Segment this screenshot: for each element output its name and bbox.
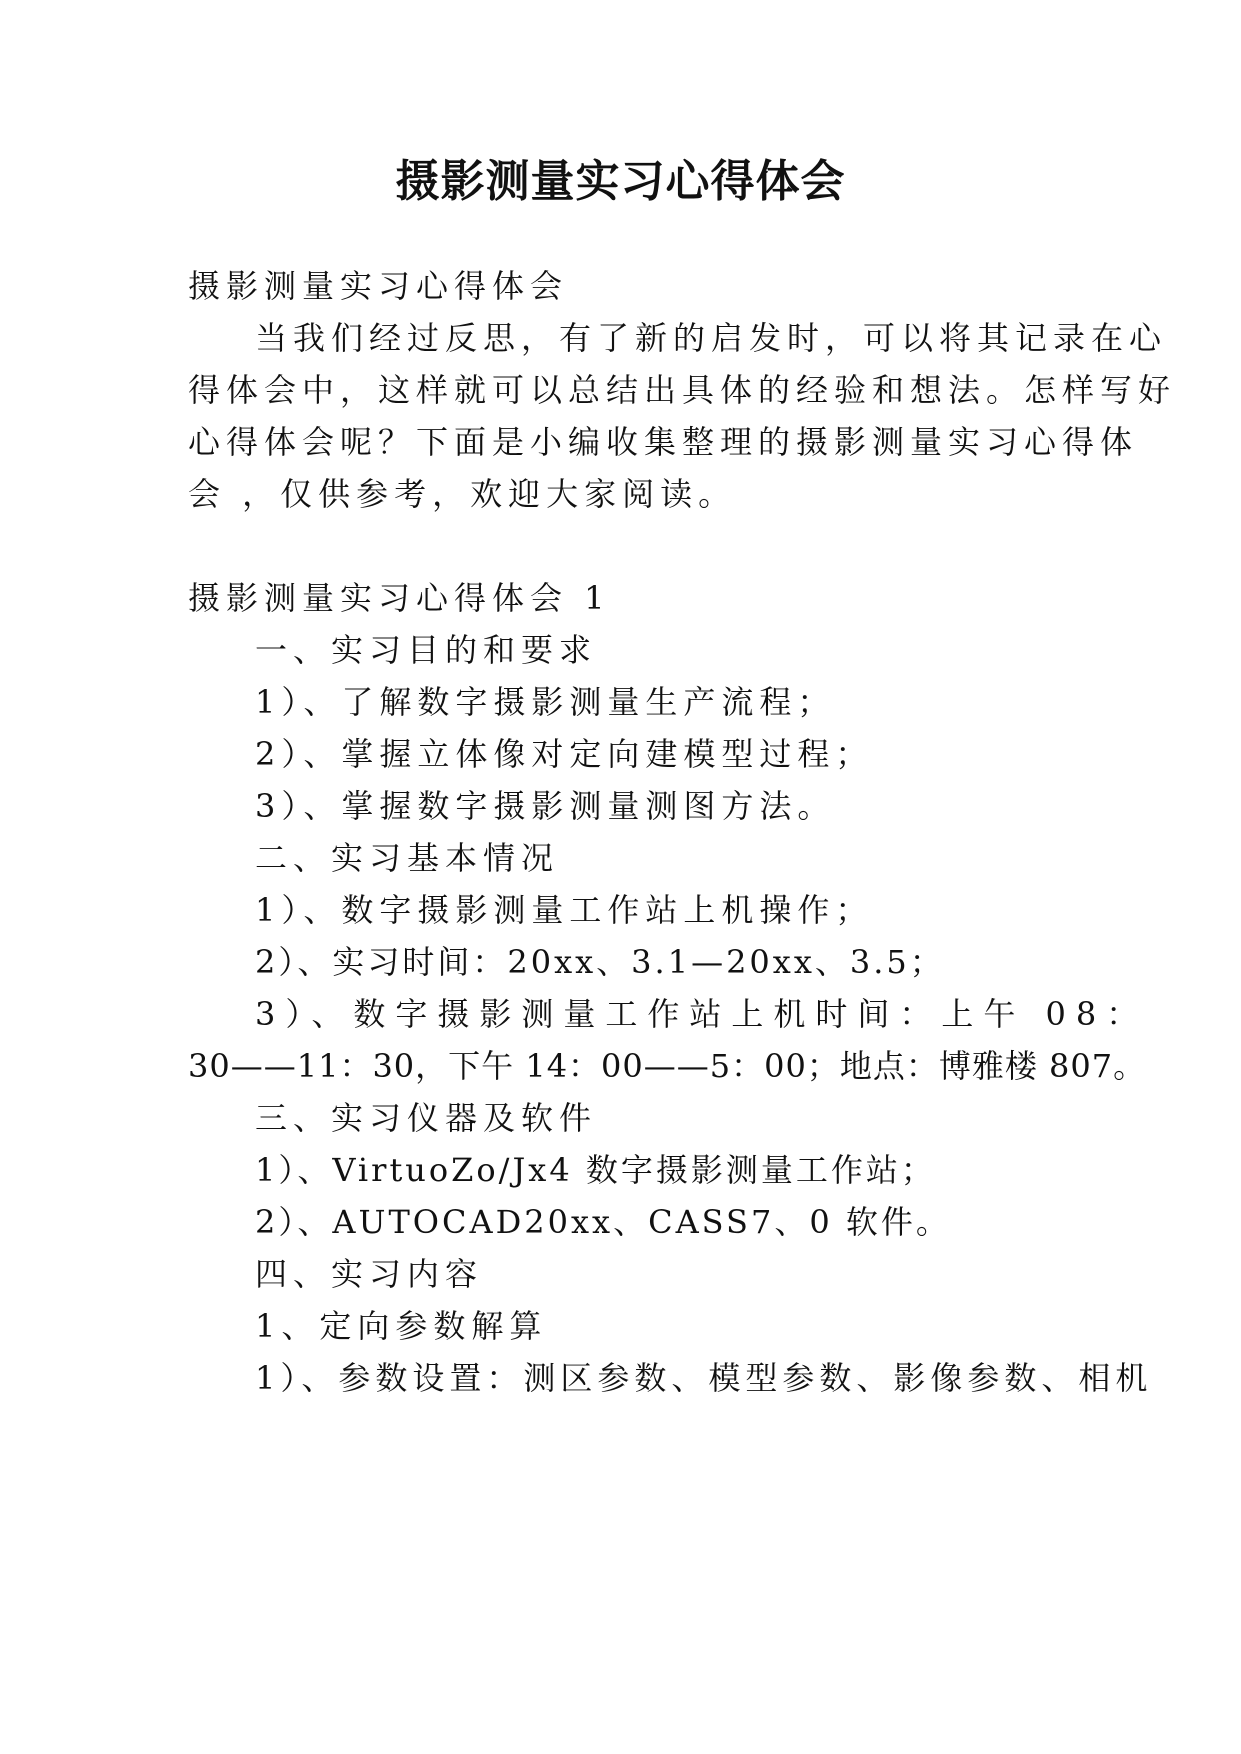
- intro-paragraph-line: 会 ，仅供参考，欢迎大家阅读。: [188, 475, 737, 513]
- list-item: 1）、了解数字摄影测量生产流程；: [255, 683, 836, 721]
- intro-paragraph-line: 得体会中，这样就可以总结出具体的经验和想法。怎样写好: [188, 371, 1177, 409]
- intro-paragraph-line: 当我们经过反思，有了新的启发时，可以将其记录在心: [255, 319, 1168, 357]
- subsection-heading: 二、实习基本情况: [255, 839, 560, 877]
- list-item-continuation: 30——11：30，下午 14：00——5：00；地点：博雅楼 807。: [188, 1047, 1147, 1085]
- list-item: 2）、AUTOCAD20xx、CASS7、0 软件。: [255, 1203, 951, 1241]
- document-title: 摄影测量实习心得体会: [395, 156, 846, 207]
- section-heading: 摄影测量实习心得体会 1: [188, 579, 611, 617]
- list-item: 1）、参数设置：测区参数、模型参数、影像参数、相机: [255, 1359, 1153, 1397]
- numbered-heading: 1、定向参数解算: [255, 1307, 548, 1345]
- subsection-heading: 四、实习内容: [255, 1255, 484, 1293]
- subsection-heading: 三、实习仪器及软件: [255, 1099, 598, 1137]
- list-item: 1）、VirtuoZo/Jx4 数字摄影测量工作站；: [255, 1151, 936, 1189]
- list-item: 1）、数字摄影测量工作站上机操作；: [255, 891, 874, 929]
- list-item: 3）、数字摄影测量工作站上机时间：上午 08：: [255, 995, 1149, 1033]
- subsection-heading: 一、实习目的和要求: [255, 631, 598, 669]
- list-item: 2）、实习时间：20xx、3.1—20xx、3.5；: [255, 943, 945, 981]
- list-item: 3）、掌握数字摄影测量测图方法。: [255, 787, 836, 825]
- list-item: 2）、掌握立体像对定向建模型过程；: [255, 735, 874, 773]
- intro-heading: 摄影测量实习心得体会: [188, 267, 569, 305]
- intro-paragraph-line: 心得体会呢？下面是小编收集整理的摄影测量实习心得体: [188, 423, 1139, 461]
